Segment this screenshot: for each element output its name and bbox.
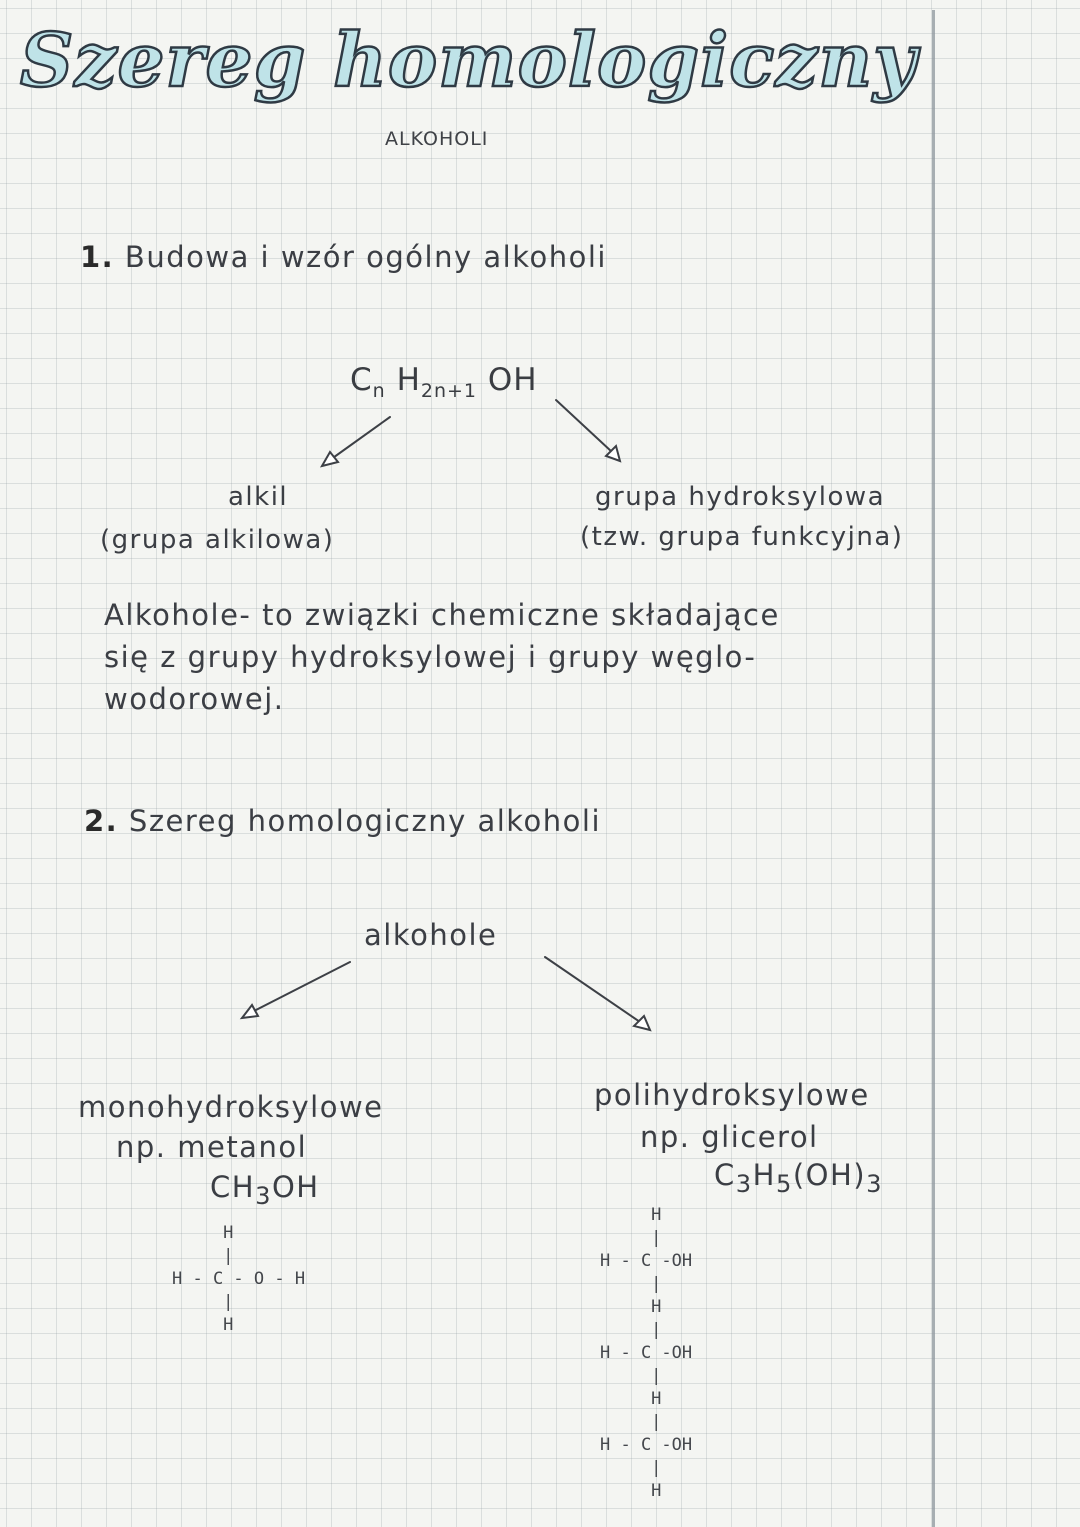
definition-line-1: Alkohole- to związki chemiczne składające — [104, 598, 780, 632]
alkyl-label: alkil — [228, 482, 289, 512]
poli-example: np. glicerol — [640, 1120, 819, 1154]
arrow-to-mono — [252, 962, 350, 1012]
definition-line-2: się z grupy hydroksylowej i grupy węglo- — [104, 640, 757, 674]
section1-heading-text: Budowa i wzór ogólny alkoholi — [124, 240, 607, 274]
section1-number: 1. — [80, 240, 115, 274]
methanol-structure: H | H - C - O - H | H — [172, 1223, 306, 1335]
glycerol-structure: H | H - C -OH | H | H - C -OH | H | H - C -OH | H — [600, 1205, 693, 1501]
mono-name: monohydroksylowe — [78, 1090, 384, 1124]
page-title: Szereg homologiczny — [20, 18, 918, 104]
arrowhead-mono — [242, 1005, 258, 1018]
section2-number: 2. — [84, 804, 119, 838]
arrow-to-alkyl — [330, 417, 390, 460]
arrow-to-hydroxyl — [556, 400, 612, 452]
functional-group-label: (tzw. grupa funkcyjna) — [580, 522, 904, 552]
mono-formula: $CH_3OH$ — [210, 1170, 320, 1210]
general-formula: $C_n$ $H_{2n+1}$ OH — [350, 362, 538, 403]
arrowhead-alkyl — [322, 452, 338, 466]
mono-example: np. metanol — [116, 1130, 308, 1164]
alkyl-group-label: (grupa alkilowa) — [100, 525, 335, 555]
hydroxyl-label: grupa hydroksylowa — [595, 482, 886, 512]
definition-line-3: wodorowej. — [104, 682, 285, 716]
arrow-to-poli — [545, 957, 640, 1022]
section2-heading-text: Szereg homologiczny alkoholi — [128, 804, 602, 838]
poli-formula: $C_3H_5(OH)_3$ — [714, 1158, 883, 1198]
arrowhead-poli — [634, 1016, 650, 1030]
alcohols-root-label: alkohole — [364, 918, 498, 952]
poli-name: polihydroksylowe — [594, 1078, 870, 1112]
page-subtitle: ALKOHOLI — [385, 128, 489, 150]
